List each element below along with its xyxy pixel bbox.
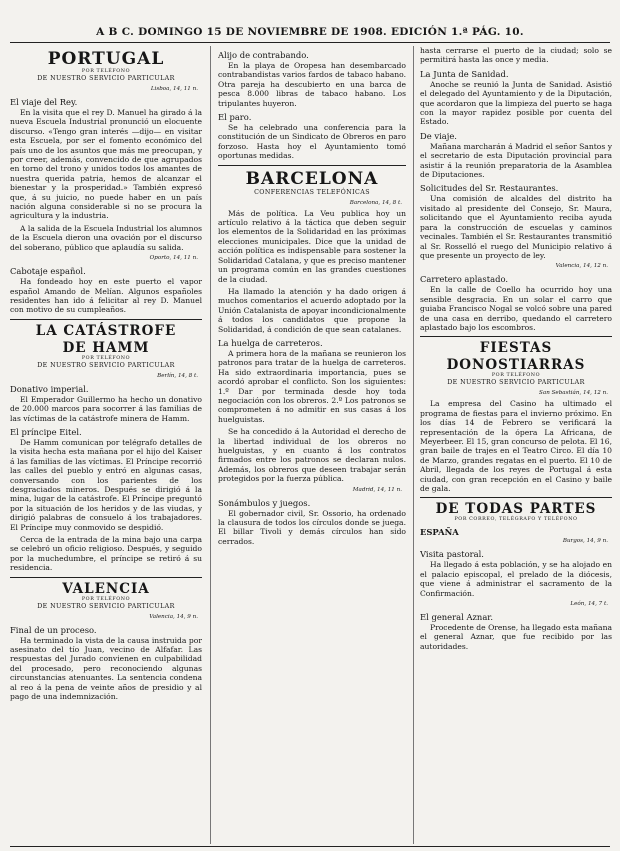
hamm-item2-text: De Hamm comunican por telégrafo detalles de la visita hecha esta mañana por el hijo del Kaiser á las familias de las víctimas. El Príncipe recorrió las calles del pueblo y entró en algunas casas, conversando con los parientes de los desgraciados mineros. Después se dirigió á la mina, lugar de la catástrofe. El Príncipe preguntó por la situación de los heridos y de las viudas, y dirigió palabras de consuelo á los trabajadores. El Príncipe muy conmovido se despidió. bbox=[10, 437, 202, 532]
restaurantes-title: Solicitudes del Sr. Restaurantes. bbox=[420, 183, 559, 194]
masthead: A B C. DOMINGO 15 DE NOVIEMBRE DE 1908. EDICIÓN 1.ª PÁG. 10. bbox=[96, 26, 524, 38]
barcelona-item3-title: La huelga de carreteros. bbox=[218, 337, 323, 348]
todas-partes-heading: DE TODAS PARTES bbox=[435, 501, 597, 518]
valencia-heading: VALENCIA bbox=[62, 580, 150, 597]
valencia-dateline: Valencia, 14, 9 n. bbox=[149, 613, 198, 620]
fiestas-dateline: San Sebastián, 14, 12 n. bbox=[539, 390, 608, 397]
barcelona-item2-text: Ha llamado la atención y ha dado origen á muchos comentarios el acuerdo adoptado por la Unión Catalanista de apoyar incondicionalmente á todos los candidatos que propone la Solidaridad, á condición de que sean catalanes. bbox=[218, 286, 406, 334]
portugal-byline: POR TELÉFONO bbox=[81, 69, 131, 74]
hamm-service: DE NUESTRO SERVICIO PARTICULAR bbox=[37, 361, 175, 369]
restaurantes-text: Una comisión de alcaldes del distrito ha visitado al presidente del Consejo, Sr. Maura, solicitando que el Ayuntamiento reciba ayuda para la construcción de escuelas y caminos vecinales. También el Sr. Restaurantes transmitió al Sr. Rosselló el ruego del Municipio relativo á que presente un proyecto de ley. bbox=[420, 194, 612, 260]
hamm-dateline: Berlín, 14, 8 t. bbox=[157, 372, 198, 379]
barcelona-section bbox=[218, 170, 406, 484]
column-1 bbox=[10, 46, 202, 844]
continued-text: hasta cerrarse el puerto de la ciudad; solo se permitirá hasta las once y media. bbox=[420, 46, 612, 65]
portugal-item1-title: El viaje del Rey. bbox=[10, 97, 78, 107]
sonambulos-dateline: Madrid, 14, 11 n. bbox=[352, 486, 402, 493]
todas-item1-dateline: Burgos, 14, 9 n. bbox=[562, 538, 608, 545]
portugal-item3-dateline: Oporto, 14, 11 n. bbox=[149, 255, 198, 262]
bottom-rule bbox=[10, 846, 610, 847]
column-divider-2 bbox=[413, 46, 414, 844]
valencia-item1-title: Final de un proceso. bbox=[10, 624, 97, 635]
fiestas-heading-line1: FIESTAS bbox=[479, 340, 553, 357]
todas-item2-title: El general Aznar. bbox=[420, 612, 494, 623]
sonambulos-text: El gobernador civil, Sr. Ossorio, ha ordenado la clausura de todos los círculos donde se juega. El billar Tivoli y demás círculos han sido cerrados. bbox=[218, 508, 406, 546]
barcelona-dateline: Barcelona, 14, 8 t. bbox=[349, 199, 402, 206]
paro-text: Se ha celebrado una conferencia para la constitución de un Sindicato de Obreros en paro forzoso. Hasta hoy el Ayuntamiento tomó oportunas medidas. bbox=[218, 123, 406, 161]
todas-item1-title: Visita pastoral. bbox=[420, 549, 484, 560]
portugal-dateline: Lisboa, 14, 11 n. bbox=[150, 86, 198, 92]
hamm-heading-line2: DE HAMM bbox=[62, 339, 150, 356]
barcelona-item1-text: Más de política. La Veu publica hoy un artículo relativo á la táctica que deben seguir los elementos de la Solidaridad en las próximas elecciones municipales. Dice que la unidad de acción política es indispensable para sostener la Solidaridad Catalana, y que es preciso mantener un programa común en las grandes cuestiones de la ciudad. bbox=[218, 208, 406, 284]
portugal-section bbox=[10, 50, 202, 315]
section-rule bbox=[10, 319, 202, 320]
valencia-section bbox=[10, 582, 202, 702]
contrabando-title: Alijo de contrabando. bbox=[218, 50, 309, 60]
barcelona-item4-text: Se ha concedido á la Autoridad el derecho de la libertad individual de los obreros no huelguistas, y en cuanto á los contratos firmados entre los patronos se declaran nulos. Además, los obreros que deseen trabajar serán protegidos por la fuerza pública. bbox=[218, 427, 406, 484]
hamm-item3-text: Cerca de la entrada de la mina bajo una carpa se celebró un oficio religioso. Después, y seguido por la muchedumbre, el príncipe se retiró á su residencia. bbox=[10, 535, 202, 573]
barcelona-heading: BARCELONA bbox=[245, 168, 379, 189]
contrabando-text: En la playa de Oropesa han desembarcado contrabandistas varios fardos de tabaco habano. Otra pareja ha descubierto en una barca de pesca 8.000 libras de tabaco habano. Los tripulantes huyeron. bbox=[218, 61, 406, 108]
valencia-service: DE NUESTRO SERVICIO PARTICULAR bbox=[37, 602, 175, 610]
hamm-heading-line1: LA CATÁSTROFE bbox=[35, 322, 177, 339]
column-2 bbox=[218, 46, 406, 844]
portugal-item1-text: En la visita que el rey D. Manuel ha girado á la nueva Escuela Industrial pronunció un elocuente discurso. «Tengo gran interés —dijo— en visitar esta Escuela, por ser el fomento económico del país uno de los asuntos que más me preocupan, y por creer, además, convencido de que agrupados en torno del trono y unidos todos los amantes de nuestra querida patria, hemos de alcanzar el bienestar y la prosperidad.» También expresó que, á su juicio, no puede haber en un país nación alguna considerable si no se procura la agricultura y la industria. bbox=[10, 108, 202, 221]
fiestas-byline: POR TELÉFONO bbox=[491, 373, 541, 379]
section-rule bbox=[420, 336, 612, 337]
todas-item2-dateline: León, 14, 7 t. bbox=[570, 601, 608, 608]
hamm-section bbox=[10, 324, 202, 573]
section-rule bbox=[420, 497, 612, 498]
todas-item2-text: Procedente de Orense, ha llegado esta mañana el general Aznar, que fue recibido por las autoridades. bbox=[420, 623, 612, 651]
portugal-item2-text: A la salida de la Escuela Industrial los alumnos de la Escuela dieron una ovación por el discurso del soberano, público que aplaudía su salida. bbox=[10, 223, 202, 252]
portugal-item3-text: Ha fondeado hoy en este puerto el vapor español Amando de Melían. Algunos españoles residentes han ido á felicitar al rey D. Manuel con motivo de su cumpleaños. bbox=[10, 277, 202, 315]
todas-partes-section bbox=[420, 502, 612, 651]
fiestas-item1-text: La empresa del Casino ha ultimado el programa de fiestas para el invierno próximo. En los días 14 de Febrero se verificará la representación de la ópera La Africana, de Meyerbeer. El 15, gran concurso de pelota. El 16, gran baile de trajes en el Teatro Circo. El día 10 de Marzo, grandes regatas en el puerto. El 10 de Abril, llegada de los reyes de Portugal á esta ciudad, con gran recepción en el Casino y baile de gala. bbox=[420, 399, 612, 493]
barcelona-item3-text: A primera hora de la mañana se reunieron los patronos para tratar de la huelga de carreteros. Ha sido extraordinaria importancia, pues se acordó aprobar el conflicto. Son los siguientes: 1.º Dar por terminada desde hoy toda negociación con los obreros. 2.º Los patronos se comprometen á no admitir en sus casas á los huelguistas. bbox=[218, 348, 406, 424]
sonambulos-title: Sonámbulos y juegos. bbox=[218, 497, 311, 508]
hamm-item1-title: Donativo imperial. bbox=[10, 383, 89, 394]
valencia-byline: POR TELÉFONO bbox=[81, 596, 131, 602]
portugal-heading: PORTUGAL bbox=[47, 49, 165, 69]
fiestas-section bbox=[420, 341, 612, 493]
masthead-rule bbox=[10, 42, 610, 43]
junta-text: Anoche se reunió la Junta de Sanidad. Asistió el delegado del Ayuntamiento y de la Diputación, que acordaron que la limpieza del puerto se haga con la mayor rapidez posible por cuenta del Estado. bbox=[420, 79, 612, 127]
column-divider-1 bbox=[210, 46, 211, 844]
carretero-title: Carretero aplastado. bbox=[420, 274, 508, 285]
column-3 bbox=[420, 46, 612, 844]
paro-title: El paro. bbox=[218, 112, 252, 123]
section-rule bbox=[10, 577, 202, 578]
viaje-text: Mañana marcharán á Madrid el señor Santos y el secretario de esta Diputación provincial para asistir á la reunión preparatoria de la Asamblea de Diputaciones. bbox=[420, 141, 612, 180]
todas-partes-country: ESPAÑA bbox=[420, 527, 459, 538]
carretero-dateline: Valencia, 14, 12 n. bbox=[555, 263, 608, 270]
portugal-service: DE NUESTRO SERVICIO PARTICULAR bbox=[37, 75, 175, 82]
portugal-item3-title: Cabotaje español. bbox=[10, 266, 86, 277]
fiestas-service: DE NUESTRO SERVICIO PARTICULAR bbox=[447, 379, 585, 387]
todas-partes-byline: POR CORREO, TELÉGRAFO Y TELÉFONO bbox=[454, 517, 578, 523]
viaje-title: De viaje. bbox=[420, 130, 457, 141]
barcelona-byline: CONFERENCIAS TELEFÓNICAS bbox=[254, 188, 370, 196]
junta-title: La Junta de Sanidad. bbox=[420, 68, 509, 79]
hamm-byline: POR TELÉFONO bbox=[81, 355, 131, 361]
fiestas-heading-line2: DONOSTIARRAS bbox=[446, 357, 586, 374]
hamm-item1-text: El Emperador Guillermo ha hecho un donativo de 20.000 marcos para socorrer á las familias de las víctimas de la catástrofe minera de Hamm. bbox=[10, 394, 202, 423]
hamm-item2-title: El príncipe Eitel. bbox=[10, 426, 82, 437]
section-rule bbox=[218, 165, 406, 166]
carretero-text: En la calle de Coello ha ocurrido hoy una sensible desgracia. En un solar el carro que guiaba Francisco Nogal se volcó sobre una pared de una casa en derribo, quedando el carretero aplastado bajo los escombros. bbox=[420, 285, 612, 332]
todas-item1-text: Ha llegado á esta población, y se ha alojado en el palacio episcopal, el prelado de la diócesis, que viene á administrar el sacramento de la Confirmación. bbox=[420, 560, 612, 598]
valencia-item1-text: Ha terminado la vista de la causa instruida por asesinato del tío Juan, vecino de Alfafar. Las respuestas del Jurado convienen en culpabilidad del procesado, pero reconociendo algunas circunstancias atenuantes. La sentencia condena al reo á la pena de veinte años de presidio y al pago de una indemnización. bbox=[10, 635, 202, 702]
